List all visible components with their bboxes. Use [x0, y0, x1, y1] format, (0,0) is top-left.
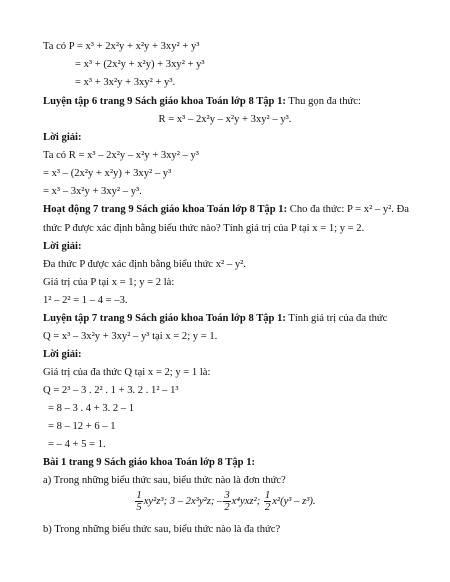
- denominator: 5: [136, 502, 142, 514]
- formula-part: x²(y³ – z³).: [272, 496, 316, 507]
- exercise-heading: Luyện tập 7 trang 9 Sách giáo khoa Toán lớp 8 Tập 1:: [43, 313, 286, 324]
- exercise-prompt: Thu gọn đa thức:: [288, 96, 361, 107]
- solution-heading: Lời giải:: [43, 349, 82, 360]
- text-line: thức P được xác định bằng biểu thức nào? Tính giá trị của P tại x = 1; y = 2.: [43, 223, 365, 234]
- text-line: = 8 – 12 + 6 – 1: [48, 421, 116, 432]
- text-line: = x³ – 3x²y + 3xy² – y³.: [43, 186, 142, 197]
- numerator: 3: [224, 490, 230, 502]
- fraction: [264, 490, 271, 513]
- text-line: a) Trong những biểu thức sau, biểu thức nào là đơn thức?: [43, 475, 286, 486]
- exercise-heading: Luyện tập 6 trang 9 Sách giáo khoa Toán lớp 8 Tập 1:: [43, 96, 286, 107]
- text-line: = x³ – (2x²y + x²y) + 3xy² – y³: [43, 168, 172, 179]
- formula-part: xy²z³; 3 – 2x³y²z; –: [143, 496, 223, 507]
- solution-heading: Lời giải:: [43, 241, 82, 252]
- solution-heading: Lời giải:: [43, 132, 82, 143]
- text-line: Ta có P = x³ + 2x²y + x²y + 3xy² + y³: [43, 41, 200, 52]
- fraction: [135, 490, 142, 513]
- numerator: 1: [136, 490, 142, 502]
- text-line: = x³ + 3x²y + 3xy² + y³.: [75, 77, 176, 88]
- fraction: [223, 490, 230, 513]
- denominator: 2: [264, 502, 271, 514]
- exercise-heading-line: [43, 203, 420, 216]
- formula-part: x⁴yxz²;: [231, 496, 261, 507]
- numerator: 1: [264, 490, 271, 502]
- formula-line: [0, 490, 450, 514]
- text-line: Q = 2³ – 3 . 2² . 1 + 3. 2 . 1² – 1³: [43, 385, 179, 396]
- text-line: 1² – 2² = 1 – 4 = –3.: [43, 295, 128, 306]
- text-line: = x³ + (2x²y + x²y) + 3xy² + y³: [75, 59, 205, 70]
- formula-line: R = x³ – 2x²y – x²y + 3xy² – y³.: [158, 114, 292, 125]
- text-line: Đa thức P được xác định bằng biểu thức x² – y².: [43, 259, 246, 270]
- denominator: 2: [224, 502, 230, 514]
- text-line: = – 4 + 5 = 1.: [48, 439, 106, 450]
- text-line: Giá trị của P tại x = 1; y = 2 là:: [43, 277, 175, 288]
- text-line: Q = x³ – 3x²y + 3xy² – y³ tại x = 2; y = 1.: [43, 331, 218, 342]
- exercise-prompt: Cho đa thức: P = x² – y². Đa: [289, 204, 409, 215]
- exercise-heading: Bài 1 trang 9 Sách giáo khoa Toán lớp 8 Tập 1:: [43, 457, 256, 468]
- text-line: b) Trong những biểu thức sau, biểu thức nào là đa thức?: [43, 524, 281, 535]
- exercise-heading-line: [43, 312, 420, 325]
- exercise-heading: Hoạt động 7 trang 9 Sách giáo khoa Toán lớp 8 Tập 1:: [43, 204, 288, 215]
- exercise-heading-line: [43, 95, 420, 108]
- text-line: = 8 – 3 . 4 + 3. 2 – 1: [48, 403, 135, 414]
- text-line: Ta có R = x³ – 2x²y – x²y + 3xy² – y³: [43, 150, 199, 161]
- exercise-prompt: Tính giá trị của đa thức: [288, 313, 388, 324]
- text-line: Giá trị của đa thức Q tại x = 2; y = 1 là:: [43, 367, 211, 378]
